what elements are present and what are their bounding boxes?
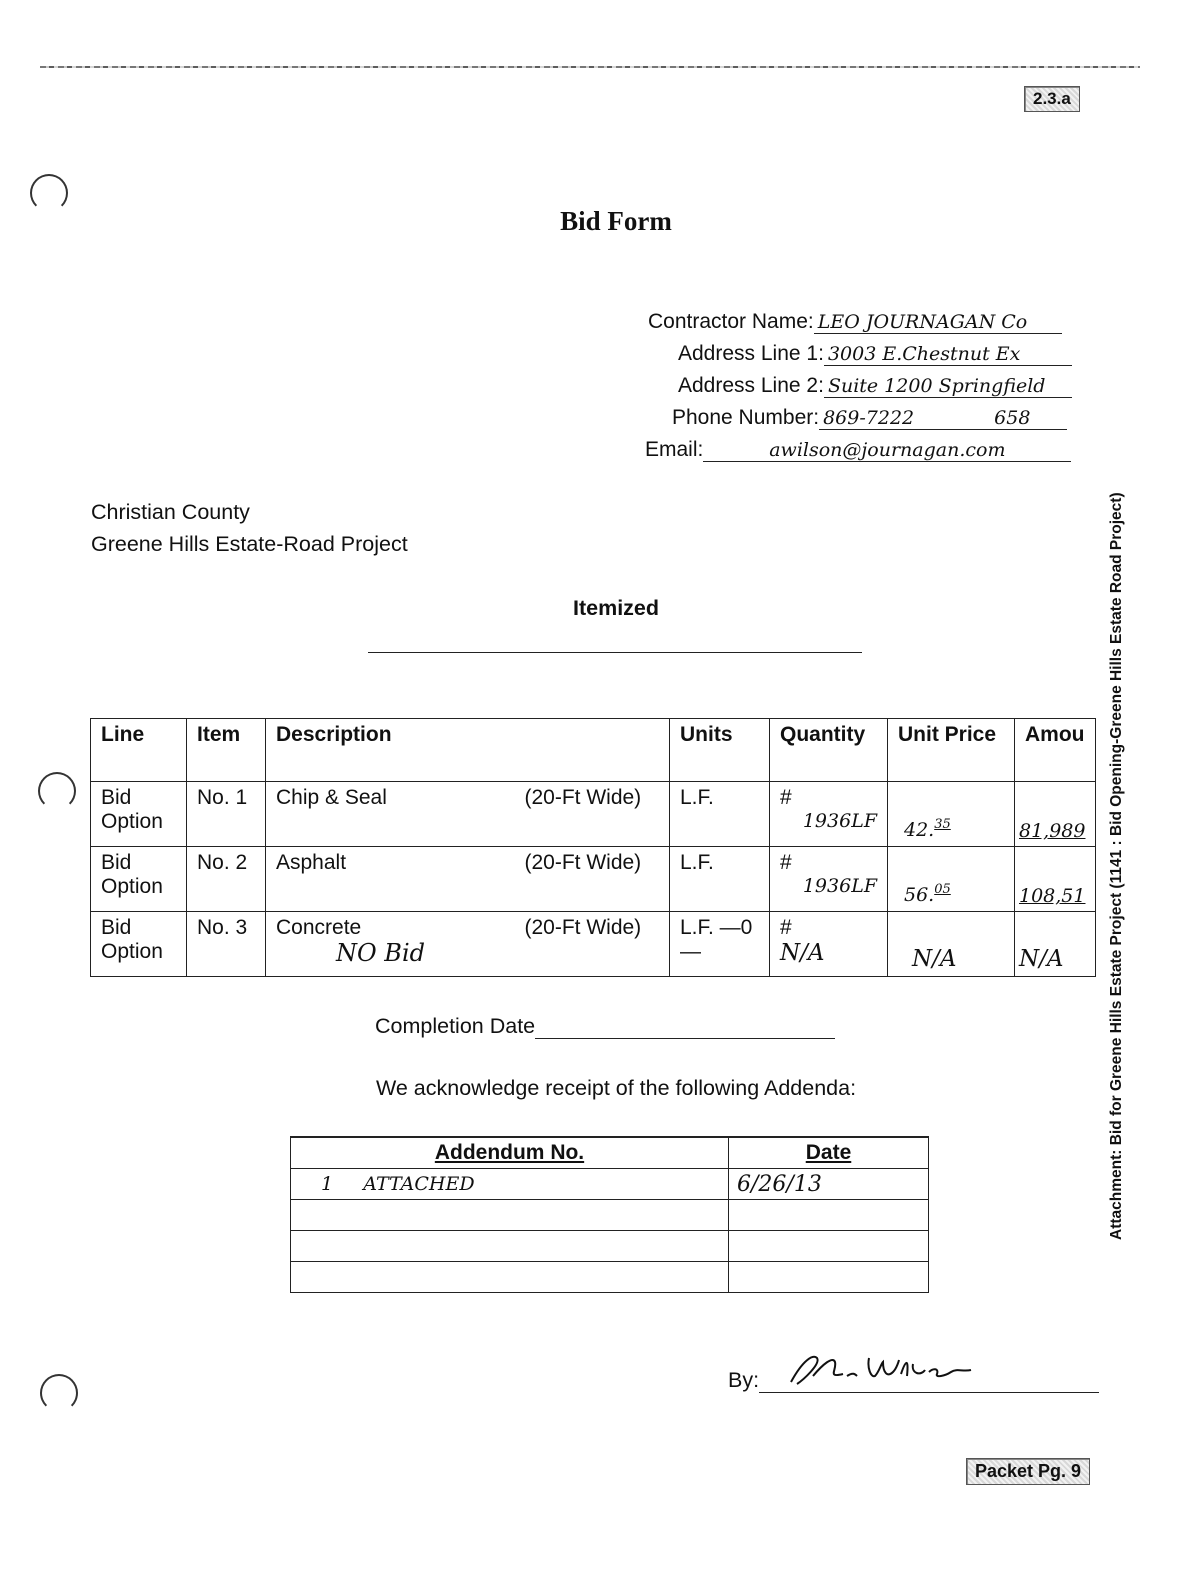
addendum-date: 6/26/13 — [729, 1169, 929, 1200]
row-description — [266, 912, 670, 977]
no-bid-note: NO Bid — [336, 939, 425, 967]
header-unit-price: Unit Price — [888, 719, 1015, 782]
attachment-side-text: Attachment: Bid for Greene Hills Estate Project (1141 : Bid Opening-Greene Hills Estate Road Project) — [1108, 492, 1125, 1240]
zip-code: 658 — [994, 407, 1031, 429]
addendum-no — [291, 1231, 729, 1262]
phone-row — [672, 406, 1067, 430]
section-label-itemized: Itemized — [572, 596, 660, 620]
scan-edge-line — [40, 66, 1140, 68]
addendum-no: 1 ATTACHED — [291, 1169, 729, 1200]
addendum-no — [291, 1262, 729, 1293]
punch-hole-middle — [38, 772, 76, 810]
phone-label: Phone Number: — [672, 406, 820, 429]
addendum-date — [729, 1262, 929, 1293]
price-cents: 05 — [934, 882, 951, 897]
qty-value: 1936LF — [802, 810, 877, 832]
phone-number: 869-7222 — [823, 407, 915, 429]
row-amount: 81,989 — [1015, 782, 1096, 847]
completion-date-label: Completion Date — [375, 1014, 536, 1038]
price-main: N/A — [912, 946, 957, 972]
address-line-2-value: Suite 1200 Springfield — [824, 375, 1072, 398]
addenda-header-row — [291, 1137, 929, 1169]
row-units: L.F. — [670, 782, 770, 847]
header-item: Item — [187, 719, 266, 782]
qty-mark: # — [780, 786, 792, 809]
packet-page-stamp: Packet Pg. 9 — [966, 1458, 1090, 1485]
row-item: No. 1 — [187, 782, 266, 847]
row-units: L.F. — [670, 847, 770, 912]
table-row — [91, 847, 1096, 912]
header-addendum-no: Addendum No. — [291, 1137, 729, 1169]
row-unit-price — [888, 847, 1015, 912]
row-amount: 108,51 — [1015, 847, 1096, 912]
header-amount: Amou — [1015, 719, 1096, 782]
row-line: Bid Option — [91, 847, 187, 912]
address-line-1-value: 3003 E.Chestnut Ex — [824, 343, 1072, 366]
contractor-name-row — [648, 310, 1062, 334]
row-unit-price — [888, 912, 1015, 977]
row-amount: N/A — [1015, 912, 1096, 977]
header-line: Line — [91, 719, 187, 782]
description-text: Asphalt — [276, 851, 347, 874]
description-text: Concrete — [276, 916, 362, 939]
punch-hole-bottom — [40, 1374, 78, 1412]
completion-date-blank — [535, 1038, 835, 1039]
price-main: 42. — [904, 819, 935, 841]
page-title: Bid Form — [560, 206, 672, 236]
qty-mark: # — [780, 916, 792, 939]
price-main: 56. — [904, 884, 935, 906]
addenda-row — [291, 1200, 929, 1231]
signature-row — [728, 1368, 1099, 1393]
row-line: Bid Option — [91, 782, 187, 847]
contractor-name-value: LEO JOURNAGAN Co — [814, 311, 1062, 334]
addenda-ack-text: We acknowledge receipt of the following Addenda: — [375, 1076, 857, 1100]
table-header-row — [91, 719, 1096, 782]
row-description — [266, 782, 670, 847]
addendum-date — [729, 1231, 929, 1262]
addendum-no — [291, 1200, 729, 1231]
agenda-item-stamp: 2.3.a — [1024, 86, 1080, 112]
row-quantity — [770, 912, 888, 977]
address-line-2-label: Address Line 2: — [678, 374, 824, 397]
address-line-1-row — [678, 342, 1072, 366]
table-row — [91, 782, 1096, 847]
qty-value: N/A — [780, 940, 825, 966]
address-line-2-row — [678, 374, 1072, 398]
address-line-1-label: Address Line 1: — [678, 342, 824, 365]
signature-line — [759, 1368, 1099, 1393]
qty-mark: # — [780, 851, 792, 874]
row-item: No. 2 — [187, 847, 266, 912]
email-value: awilson@journagan.com — [703, 439, 1071, 462]
phone-value — [819, 407, 1067, 430]
description-width: (20-Ft Wide) — [524, 916, 642, 939]
county-name: Christian County — [91, 500, 250, 524]
by-label: By: — [728, 1368, 760, 1392]
addenda-row — [291, 1169, 929, 1200]
row-line: Bid Option — [91, 912, 187, 977]
description-width: (20-Ft Wide) — [524, 786, 642, 809]
email-row — [645, 438, 1071, 462]
header-quantity: Quantity — [770, 719, 888, 782]
row-quantity — [770, 782, 888, 847]
description-width: (20-Ft Wide) — [524, 851, 642, 874]
row-quantity — [770, 847, 888, 912]
completion-date-row — [375, 1014, 835, 1039]
itemized-bid-table — [90, 718, 1096, 977]
price-cents: 35 — [934, 817, 951, 832]
row-item: No. 3 — [187, 912, 266, 977]
header-date: Date — [729, 1137, 929, 1169]
header-description: Description — [266, 719, 670, 782]
row-units: L.F. —0— — [670, 912, 770, 977]
addendum-date — [729, 1200, 929, 1231]
addenda-table — [290, 1136, 929, 1293]
row-unit-price — [888, 782, 1015, 847]
addenda-row — [291, 1262, 929, 1293]
contractor-name-label: Contractor Name: — [648, 310, 814, 333]
description-text: Chip & Seal — [276, 786, 387, 809]
addenda-row — [291, 1231, 929, 1262]
row-description — [266, 847, 670, 912]
section-rule — [368, 652, 862, 653]
table-row — [91, 912, 1096, 977]
email-label: Email: — [645, 438, 704, 461]
qty-value: 1936LF — [802, 875, 877, 897]
handwritten-signature — [783, 1350, 983, 1390]
project-name: Greene Hills Estate-Road Project — [91, 532, 408, 556]
header-units: Units — [670, 719, 770, 782]
